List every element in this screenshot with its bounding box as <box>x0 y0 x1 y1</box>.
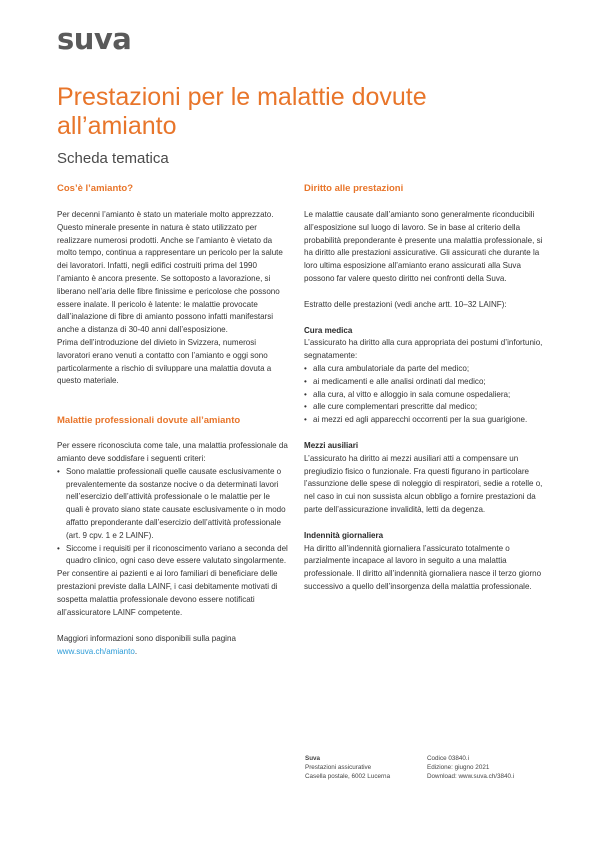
daily-allowance-paragraph: Ha diritto all’indennità giornaliera l’assicurato totalmente o parzialmente incapace al lavoro in seguito a una malattia professionale. Il diritto all’indennità giornaliera nasce il terzo giorno successivo a quello dell’insorgenza della malattia professionale. <box>304 543 542 591</box>
page-title: Prestazioni per le malattie dovute all’amianto <box>57 83 427 140</box>
aids-heading: Mezzi ausiliari <box>304 440 359 450</box>
benefits-extract: Estratto delle prestazioni (vedi anche artt. 10–32 LAINF): <box>304 299 507 309</box>
asbestos-paragraph-2: Prima dell’introduzione del divieto in Svizzera, numerosi lavoratori erano venuti a contatto con l’amianto e oggi sono particolarmente a rischio di sviluppare una malattia dovuta a questo materiale. <box>57 337 272 386</box>
more-info-paragraph <box>57 633 289 659</box>
more-info-link[interactable]: www.suva.ch/amianto <box>57 647 135 657</box>
list-item: • Siccome i requisiti per il riconoscimento variano a seconda del quadro clinico, ogni caso deve essere valutato singolarmente. <box>57 543 289 569</box>
more-info-text: Maggiori informazioni sono disponibili sulla pagina <box>57 634 236 644</box>
section-heading-entitlement: Diritto alle prestazioni <box>304 183 404 194</box>
notification-paragraph: Per consentire ai pazienti e ai loro familiari di beneficiare delle prestazioni previste dalla LAINF, i casi debitamente motivati di sospetta malattia professionale devono essere notificati all’assicuratore LAINF competente. <box>57 569 278 617</box>
list-item: • alle cure complementari prescritte dal medico; <box>304 401 544 414</box>
page-subtitle: Scheda tematica <box>57 150 169 167</box>
right-column <box>304 183 544 594</box>
section-heading-what-is-asbestos: Cos’è l’amianto? <box>57 183 134 194</box>
more-info-period: . <box>134 647 138 657</box>
footer-postbox: Casella postale, 6002 Lucerna <box>305 773 391 780</box>
entitlement-paragraph: Le malattie causate dall’amianto sono generalmente riconducibili all’esposizione sul luogo di lavoro. Se in base al criterio della probabilità preponderante è presente una malattia professionale, si ha diritto alle prestazioni assicurative. Gli assicurati che durante la loro ultima esposizione all’amianto erano assicurati alla Suva possono far valere questo diritto nei confronti della Suva. <box>304 210 543 283</box>
footer-edition: Edizione: giugno 2021 <box>427 764 490 771</box>
medical-care-intro: L’assicurato ha diritto alla cura appropriata dei postumi d’infortunio, segnatamente: <box>304 338 543 361</box>
list-item: • Sono malattie professionali quelle causate esclusivamente o prevalentemente da sostanze nocive o da determinati lavori nell’esercizio dell’attività professionale o le malattie per le quali è provato siano state causate esclusivamente o in modo affatto preponderante dall’esercizio dell’attività professionale (art. 9 cpv. 1 e 2 LAINF). <box>57 466 289 543</box>
daily-allowance-heading: Indennità giornaliera <box>304 530 384 540</box>
medical-care-heading: Cura medica <box>304 325 353 335</box>
footer-department: Prestazioni assicurative <box>305 764 372 771</box>
criteria-list <box>57 466 289 568</box>
asbestos-paragraph-1: Per decenni l’amianto è stato un materiale molto apprezzato. Questo minerale presente in natura è stato utilizzato per realizzare numerosi prodotti. Anche se l’amianto è vietato da molto tempo, continua a rappresentare un pericolo per la salute dei lavoratori. Infatti, negli edifici costruiti prima del 1990 l’amianto è ancora presente. Se sottoposto a lavorazione, si liberano nell’aria delle fibre finissime e pericolose che possono essere inalate. Il pericolo è latente: le malattie provocate dall’inalazione di fibre di amianto possono infatti manifestarsi anche a distanza di 30-40 anni dall’esposizione. <box>57 210 283 335</box>
footer-code: Codice 03840.i <box>427 755 470 762</box>
criteria-intro: Per essere riconosciuta come tale, una malattia professionale da amianto deve soddisfare i seguenti criteri: <box>57 441 288 463</box>
footer-address <box>305 754 415 781</box>
list-item: • ai mezzi ed agli apparecchi occorrenti per la sua guarigione. <box>304 414 544 427</box>
list-item: • alla cura ambulatoriale da parte del medico; <box>304 363 544 376</box>
medical-care-list <box>304 363 544 427</box>
list-item: • ai medicamenti e alle analisi ordinati dal medico; <box>304 376 544 389</box>
left-column <box>57 183 289 659</box>
footer-download: Download: www.suva.ch/3840.i <box>427 773 515 780</box>
footer-document-info <box>427 754 542 781</box>
suva-logo: suva <box>57 22 132 56</box>
footer-org: Suva <box>305 755 321 762</box>
list-item: • alla cura, al vitto e alloggio in sala comune ospedaliera; <box>304 389 544 402</box>
section-heading-occupational-diseases: Malattie professionali dovute all’amianto <box>57 415 241 427</box>
aids-paragraph: L’assicurato ha diritto ai mezzi ausiliari atti a compensare un pregiudizio fisico o funzionale. Fra questi figurano in particolare l’assunzione delle spese di noleggio di respiratori, sedie a rotelle o, nel caso in cui non sussista alcun obbligo a fornire prestazioni da parte dell’assicurazione invalidità, letti da degenza. <box>304 453 543 514</box>
